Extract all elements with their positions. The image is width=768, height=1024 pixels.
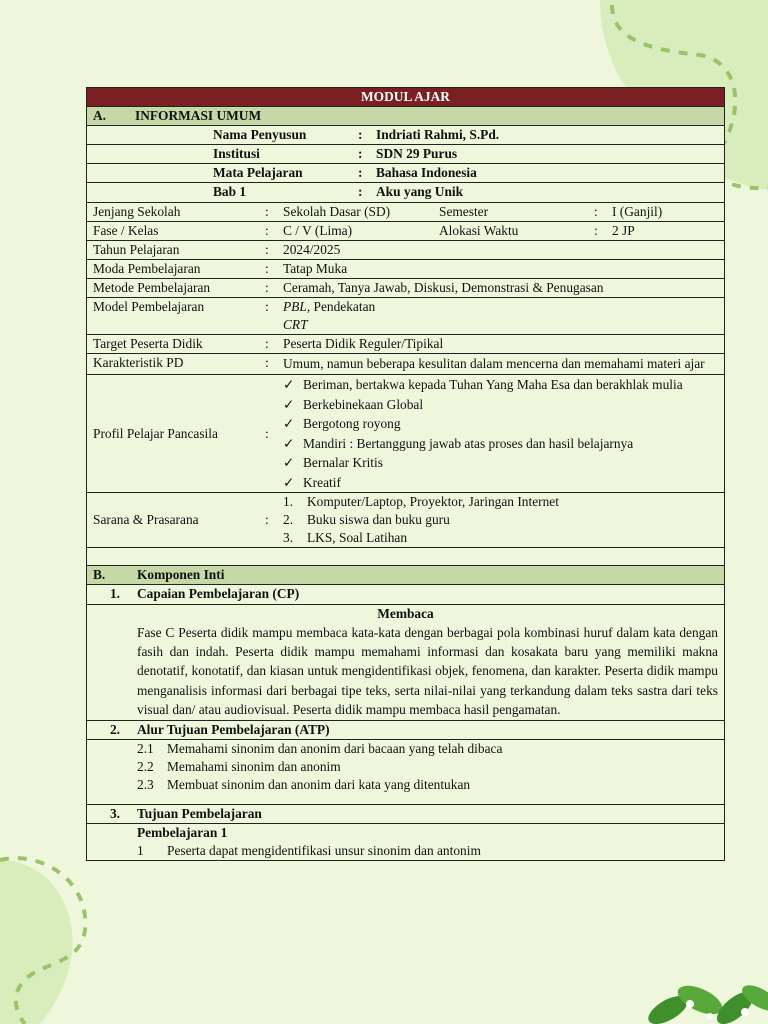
modul-ajar-table	[86, 87, 725, 861]
row-institusi: Institusi : SDN 29 Purus	[87, 145, 725, 164]
sarana-item: 2. Buku siswa dan buku guru	[283, 512, 450, 528]
tujuan-item: 1 Peserta dapat mengidentifikasi unsur sinonim dan antonim	[137, 843, 481, 859]
check-icon: ✓	[283, 377, 295, 393]
cp-text: Fase C Peserta didik mampu membaca kata-kata dengan berbagai pola kombinasi huruf dalam kata dengan fasih dan indah. Peserta didik mampu memahami informasi dan kosakata baru yang memiliki makna denotatif, konotatif, dan kiasan untuk mengidentifikasi objek, fenomena, dan karakter. Peserta didik mampu menganalisis informasi dari berbagai tipe teks, serta nilai-nilai yang terkandung dalam teks sastra dari teks visual dan/ atau audiovisual. Peserta didik mampu membaca hasil pengamatan.	[137, 624, 718, 718]
row-bab: Bab 1 : Aku yang Unik	[87, 183, 725, 202]
document-title: MODUL AJAR	[87, 88, 725, 107]
sarana-item: 3. LKS, Soal Latihan	[283, 530, 408, 546]
atp-item: 2.3 Membuat sinonim dan anonim dari kata yang ditentukan	[137, 777, 471, 793]
check-icon: ✓	[283, 435, 295, 451]
row-fase-alokasi: Fase / Kelas : C / V (Lima) Alokasi Waktu : 2 JP	[87, 221, 725, 240]
profil-item: ✓ Kreatif	[283, 473, 683, 492]
row-nama-penyusun: Nama Penyusun : Indriati Rahmi, S.Pd.	[87, 126, 725, 145]
atp-content	[87, 739, 725, 804]
atp-header: 2. Alur Tujuan Pembelajaran (ATP)	[87, 720, 725, 739]
section-a-header: A. INFORMASI UMUM	[87, 107, 725, 126]
cp-heading: Membaca	[377, 605, 434, 621]
cp-content	[87, 604, 725, 720]
tujuan-content	[87, 824, 725, 861]
check-icon: ✓	[283, 455, 295, 471]
tujuan-subheading: Pembelajaran 1	[137, 825, 228, 841]
check-icon: ✓	[283, 396, 295, 412]
profil-item: ✓ Mandiri : Bertanggung jawab atas proses dan hasil belajarnya	[283, 434, 683, 453]
atp-item: 2.1 Memahami sinonim dan anonim dari bacaan yang telah dibaca	[137, 740, 503, 756]
row-metode: Metode Pembelajaran : Ceramah, Tanya Jawab, Diskusi, Demonstrasi & Penugasan	[87, 278, 725, 297]
profil-item: ✓ Bernalar Kritis	[283, 453, 683, 472]
row-jenjang-semester: Jenjang Sekolah : Sekolah Dasar (SD) Semester : I (Ganjil)	[87, 202, 725, 221]
sarana-item: 1. Komputer/Laptop, Proyektor, Jaringan Internet	[283, 494, 559, 510]
leaves-decoration	[644, 980, 768, 1024]
bottom-left-blob	[0, 860, 73, 1024]
row-moda: Moda Pembelajaran : Tatap Muka	[87, 259, 725, 278]
check-icon: ✓	[283, 416, 295, 432]
row-target: Target Peserta Didik : Peserta Didik Reguler/Tipikal	[87, 335, 725, 354]
row-profil-pancasila: Profil Pelajar Pancasila : ✓ Beriman, bertakwa kepada Tuhan Yang Maha Esa dan berakhlak mulia ✓ Berkebinekaan Global ✓ Bergotong royong ✓ Mandiri : Bertanggung jawab atas proses dan hasil belajarnya ✓ Bernalar Kritis ✓ Kreatif	[87, 375, 725, 493]
profil-item: ✓ Beriman, bertakwa kepada Tuhan Yang Maha Esa dan berakhlak mulia	[283, 375, 683, 394]
bottom-left-dashed-curve	[0, 858, 85, 1024]
cp-header: 1. Capaian Pembelajaran (CP)	[87, 585, 725, 604]
row-sarana: Sarana & Prasarana : 1. Komputer/Laptop, Proyektor, Jaringan Internet 2. Buku siswa dan buku guru 3. LKS, Soal Latihan	[87, 493, 725, 548]
row-mata-pelajaran: Mata Pelajaran : Bahasa Indonesia	[87, 164, 725, 183]
spacer-row	[87, 548, 725, 566]
profil-item: ✓ Berkebinekaan Global	[283, 395, 683, 414]
section-b-header: B. Komponen Inti	[87, 566, 725, 585]
atp-item: 2.2 Memahami sinonim dan anonim	[137, 758, 341, 774]
row-model: Model Pembelajaran : PBL, Pendekatan CRT	[87, 298, 725, 335]
tujuan-header: 3. Tujuan Pembelajaran	[87, 805, 725, 824]
profil-item: ✓ Bergotong royong	[283, 414, 683, 433]
row-karakteristik: Karakteristik PD : Umum, namun beberapa kesulitan dalam mencerna dan memahami materi ajar	[87, 354, 725, 375]
row-tahun-pelajaran: Tahun Pelajaran : 2024/2025	[87, 240, 725, 259]
check-icon: ✓	[283, 474, 295, 490]
